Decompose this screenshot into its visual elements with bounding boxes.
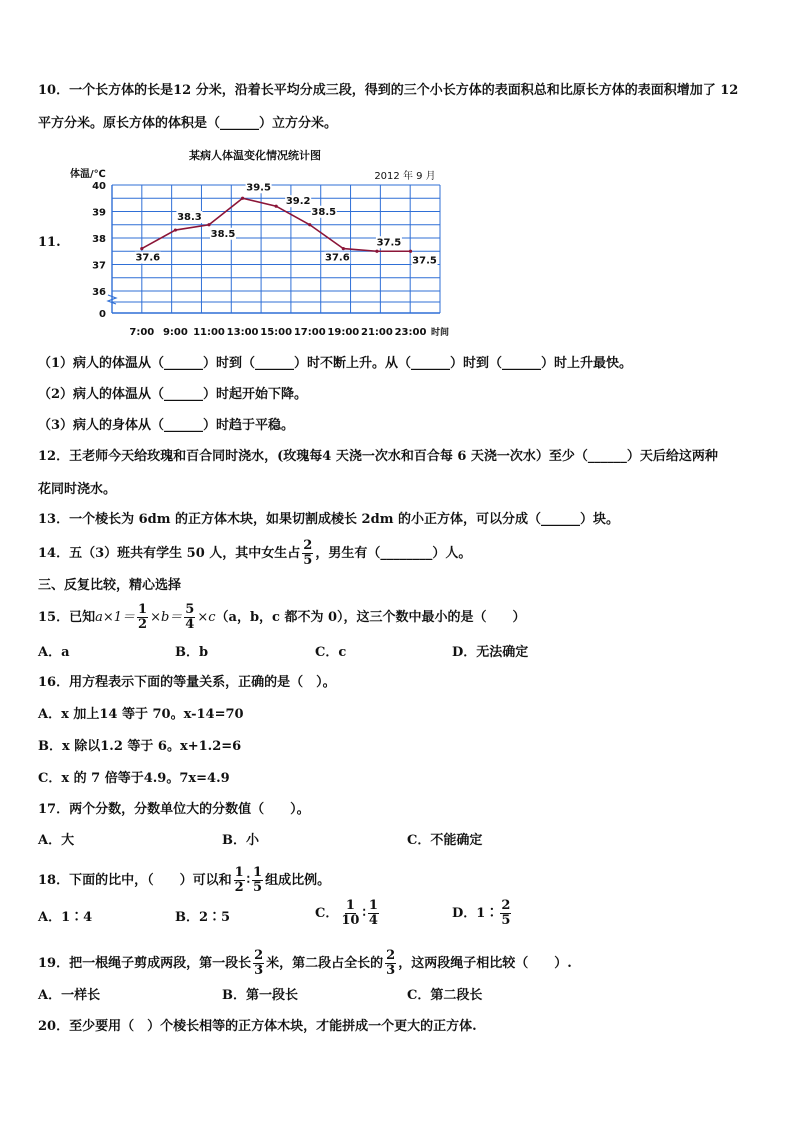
chart-data-point	[308, 223, 311, 226]
chart-subtitle: 2012 年 9 月	[374, 171, 436, 182]
chart-y-tick-label: 0	[99, 309, 106, 320]
chart-y-tick-label: 38	[92, 234, 106, 245]
q18-option-c: C． $\frac{1}{10}$ ∶ $\frac{1}{4}$	[315, 898, 378, 928]
q15-option-d: D．无法确定	[452, 645, 529, 660]
q16-option-b: B．x 除以1.2 等于 6。x+1.2=6	[38, 739, 242, 754]
chart-x-tick-label: 19:00	[327, 327, 360, 338]
q18-ratio-fraction-1: $\frac{1}{2}$	[234, 865, 244, 895]
q14-fraction: $\frac{2}{5}$	[303, 538, 313, 568]
q15-eq-a: a×1＝	[95, 610, 136, 625]
chart-title: 某病人体温变化情况统计图	[189, 149, 321, 162]
temperature-line-chart	[60, 145, 460, 345]
q10-line1: 10．一个长方体的长是12 分米，沿着长平均分成三段，得到的三个小长方体的表面积总和比原长方体的表面积增加了 12	[38, 83, 739, 98]
q15-text: 15．已知a×1＝ $\frac{1}{2}$ ×b＝ $\frac{5}{4}$ ×c（a，b，c 都不为 0），这三个数中最小的是（ ）	[38, 602, 526, 632]
q18-option-d: D．1∶ $\frac{2}{5}$	[452, 898, 511, 928]
q14-post: ，男生有（________）人。	[315, 546, 472, 561]
chart-data-label: 38.5	[210, 228, 236, 240]
q19-fraction-1: $\frac{2}{3}$	[254, 948, 264, 978]
q11-sub2: （2）病人的体温从（______）时起开始下降。	[38, 387, 308, 402]
q15-option-b: B．b	[175, 645, 209, 660]
chart-y-tick-label: 40	[92, 181, 106, 192]
q17-option-c: C．不能确定	[407, 833, 483, 848]
chart-grid	[112, 185, 440, 313]
chart-data-label: 37.5	[412, 255, 437, 267]
q14-pre: 14．五（3）班共有学生 50 人，其中女生占	[38, 546, 301, 561]
chart-y-tick-label: 39	[92, 207, 106, 219]
chart-x-tick-label: 7:00	[129, 327, 155, 338]
chart-x-tick-label: 21:00	[361, 327, 393, 338]
q11-number: 11.	[38, 235, 61, 250]
q19-option-a: A．一样长	[38, 988, 101, 1003]
q15-option-c: C．c	[315, 645, 347, 660]
chart-data-label: 39.2	[285, 196, 311, 208]
q15-fraction-2: $\frac{5}{4}$	[185, 602, 195, 632]
chart-data-point	[174, 228, 177, 231]
q11-sub1: （1）病人的体温从（______）时到（______）时不断上升。从（______）时到（______）时上升最快。	[38, 356, 633, 371]
chart-data-label: 38.5	[311, 206, 337, 218]
chart-y-tick-label: 37	[92, 260, 106, 272]
chart-data-label: 37.6	[325, 252, 350, 264]
q19-option-b: B．第一段长	[222, 988, 298, 1003]
q19-text: 19．把一根绳子剪成两段，第一段长 $\frac{2}{3}$ 米，第二段占全长的 $\frac{2}{3}$ ，这两段绳子相比较（ ）.	[38, 948, 572, 978]
q10-line2: 平方分米。原长方体的体积是（______）立方分米。	[38, 116, 338, 131]
q18-text: 18．下面的比中，（ ）可以和 $\frac{1}{2}$ ∶ $\frac{1}{5}$ 组成比例。	[38, 865, 331, 895]
chart-x-axis-label: 时间	[430, 328, 450, 338]
chart-x-tick-label: 17:00	[293, 327, 326, 338]
chart-data-point	[241, 197, 244, 200]
q16-option-a: A．x 加上14 等于 70。x-14=70	[38, 707, 244, 722]
q20-text: 20．至少要用（ ）个棱长相等的正方体木块，才能拼成一个更大的正方体.	[38, 1019, 477, 1034]
chart-data-label: 37.5	[376, 237, 402, 249]
chart-x-tick-label: 15:00	[260, 327, 293, 338]
chart-data-point	[275, 205, 278, 208]
chart-data-point	[140, 247, 143, 250]
chart-data-point	[342, 247, 345, 250]
q17-option-b: B．小	[222, 833, 259, 848]
q19-fraction-2: $\frac{2}{3}$	[386, 948, 396, 978]
section3-title: 三、反复比较，精心选择	[38, 578, 182, 593]
chart-axis-break	[108, 295, 116, 304]
q19-option-c: C．第二段长	[407, 988, 483, 1003]
q15-fraction-1: $\frac{1}{2}$	[138, 602, 148, 632]
chart-x-tick-label: 11:00	[193, 327, 225, 338]
chart-data-point	[207, 223, 210, 226]
q17-text: 17．两个分数，分数单位大的分数值（ ）。	[38, 802, 310, 817]
q18-option-a: A．1∶4	[38, 910, 93, 925]
q16-text: 16．用方程表示下面的等量关系，正确的是（ ）。	[38, 675, 336, 690]
chart-y-axis-label: 体温/℃	[70, 169, 106, 180]
q16-option-c: C．x 的 7 倍等于4.9。7x=4.9	[38, 771, 230, 786]
chart-data-point	[409, 250, 412, 253]
q17-option-a: A．大	[38, 833, 75, 848]
chart-data-label: 37.6	[135, 252, 161, 264]
q12-line2: 花同时浇水。	[38, 482, 117, 497]
q12-line1: 12．王老师今天给玫瑰和百合同时浇水，(玫瑰每4 天浇一次水和百合每 6 天浇一次水）至少（______）天后给这两种	[38, 449, 718, 464]
chart-x-tick-label: 13:00	[226, 327, 259, 338]
q15-eq-c: ×c	[197, 610, 216, 625]
chart-axis-break-mark	[108, 295, 116, 304]
chart-x-tick-label: 9:00	[162, 327, 188, 338]
q13-text: 13．一个棱长为 6dm 的正方体木块，如果切割成棱长 2dm 的小正方体，可以分成（______）块。	[38, 512, 619, 527]
chart-data-label: 38.3	[177, 212, 202, 224]
q15-eq-b: ×b＝	[150, 610, 183, 625]
chart-x-tick-label: 23:00	[394, 327, 427, 338]
chart-y-tick-label: 36	[92, 287, 106, 298]
q18-ratio-fraction-2: $\frac{1}{5}$	[253, 865, 263, 895]
chart-data-point	[375, 250, 378, 253]
q14-text	[38, 539, 471, 568]
q11-sub3: （3）病人的身体从（______）时趋于平稳。	[38, 418, 295, 433]
q15-option-a: A．a	[38, 645, 70, 660]
q18-option-b: B．2∶5	[175, 910, 231, 925]
chart-data-label: 39.5	[246, 182, 271, 194]
